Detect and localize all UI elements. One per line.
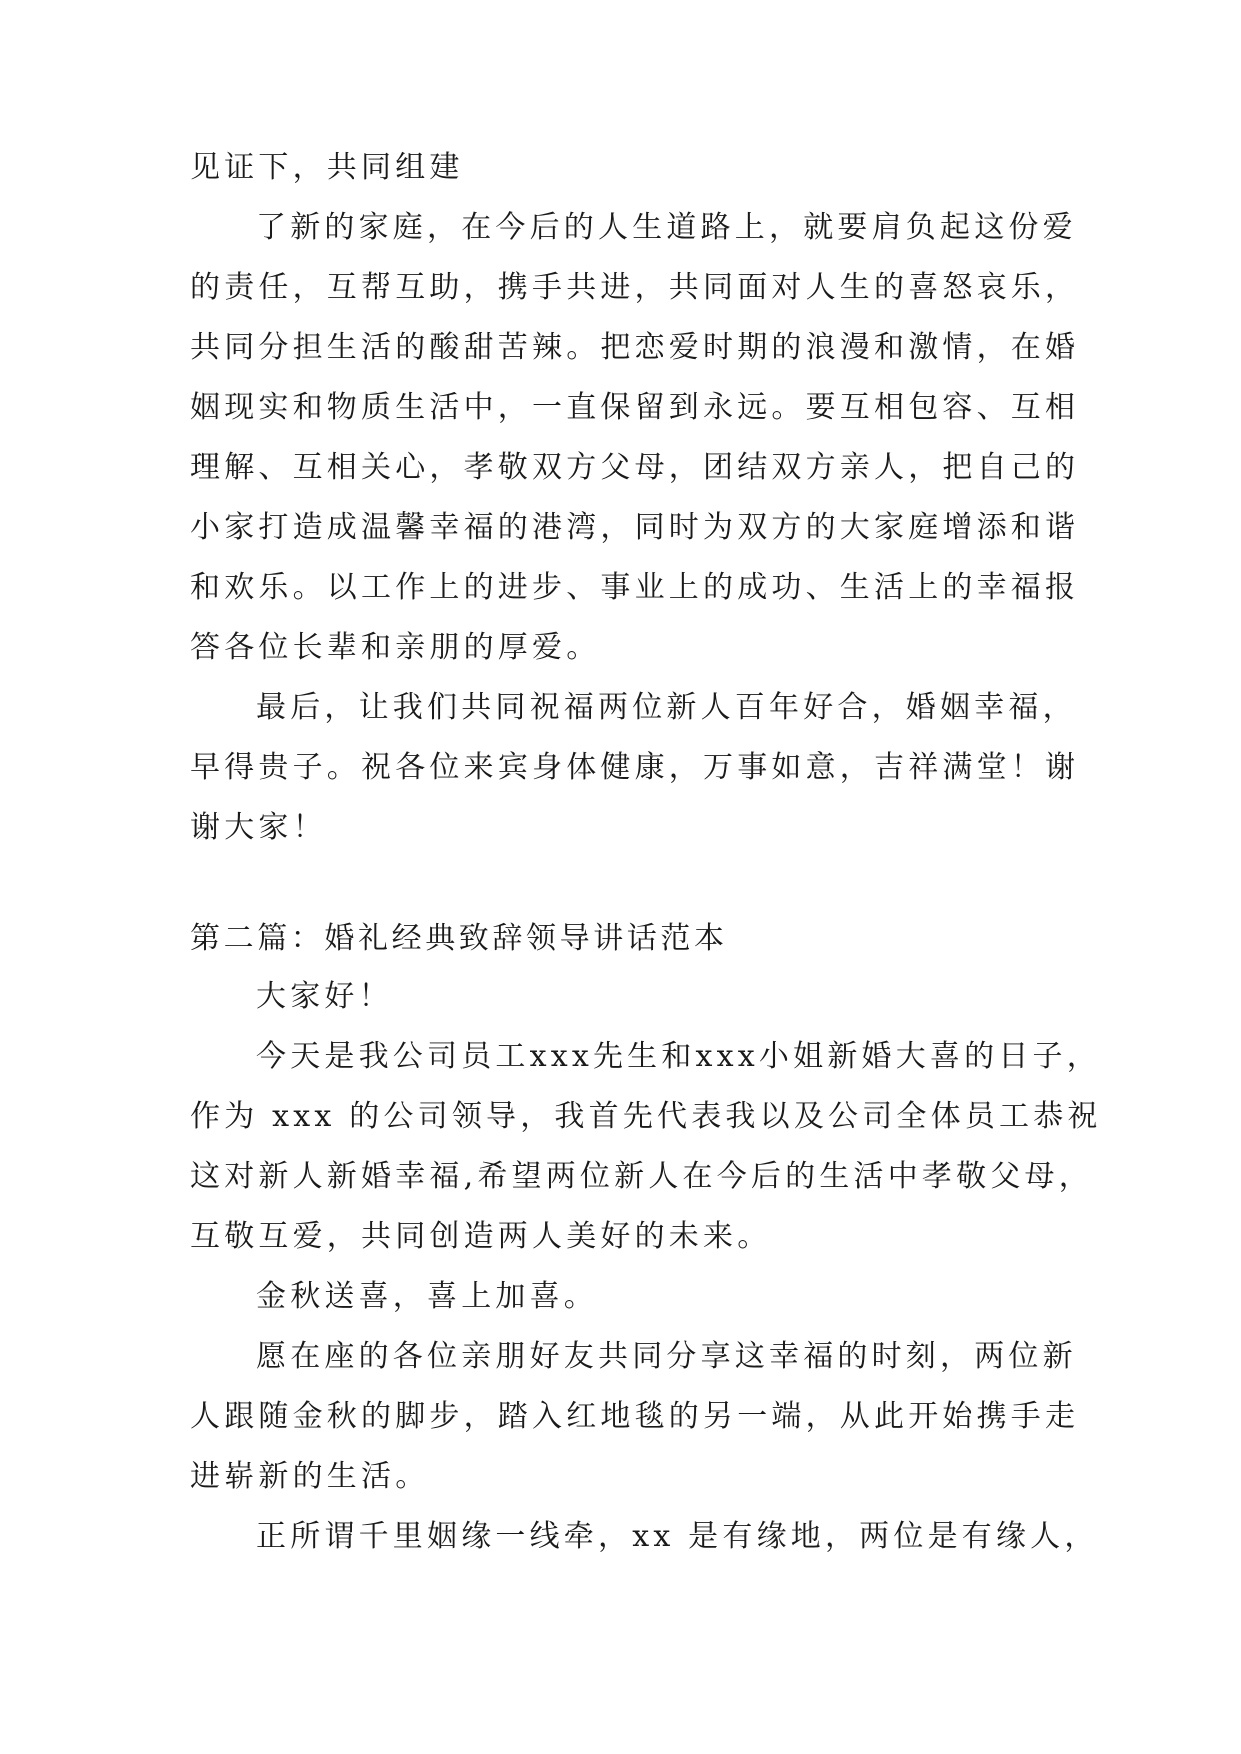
text-line: 小家打造成温馨幸福的港湾，同时为双方的大家庭增添和谐 xyxy=(190,510,1080,545)
text-line: 早得贵子。祝各位来宾身体健康，万事如意，吉祥满堂！谢 xyxy=(190,750,1080,785)
text-line: 理解、互相关心，孝敬双方父母，团结双方亲人，把自己的 xyxy=(190,450,1080,485)
section-heading: 第二篇：婚礼经典致辞领导讲话范本 xyxy=(190,921,728,956)
text-line: 进崭新的生活。 xyxy=(190,1459,430,1494)
text-line: 今天是我公司员工xxx先生和xxx小姐新婚大喜的日子， xyxy=(256,1039,1101,1074)
text-line: 最后，让我们共同祝福两位新人百年好合，婚姻幸福， xyxy=(256,690,1077,725)
text-line: 了新的家庭，在今后的人生道路上，就要肩负起这份爱 xyxy=(256,210,1077,245)
text-line: 正所谓千里姻缘一线牵，xx 是有缘地，两位是有缘人， xyxy=(256,1519,1099,1554)
text-line: 互敬互爱，共同创造两人美好的未来。 xyxy=(190,1219,772,1254)
text-line: 见证下，共同组建 xyxy=(190,150,464,185)
text-line: 答各位长辈和亲朋的厚爱。 xyxy=(190,630,601,665)
text-line: 大家好！ xyxy=(256,979,393,1014)
text-line: 这对新人新婚幸福,希望两位新人在今后的生活中孝敬父母， xyxy=(190,1159,1093,1194)
text-line: 的责任，互帮互助，携手共进，共同面对人生的喜怒哀乐， xyxy=(190,270,1080,305)
text-line: 人跟随金秋的脚步，踏入红地毯的另一端，从此开始携手走 xyxy=(190,1399,1080,1434)
text-line: 共同分担生活的酸甜苦辣。把恋爱时期的浪漫和激情，在婚 xyxy=(190,330,1080,365)
text-line: 作为 xxx 的公司领导，我首先代表我以及公司全体员工恭祝 xyxy=(190,1099,1102,1134)
text-line: 谢大家！ xyxy=(190,810,327,845)
text-line: 愿在座的各位亲朋好友共同分享这幸福的时刻，两位新 xyxy=(256,1339,1077,1374)
text-line: 姻现实和物质生活中，一直保留到永远。要互相包容、互相 xyxy=(190,390,1080,425)
text-line: 和欢乐。以工作上的进步、事业上的成功、生活上的幸福报 xyxy=(190,570,1080,605)
text-line: 金秋送喜，喜上加喜。 xyxy=(256,1279,598,1314)
